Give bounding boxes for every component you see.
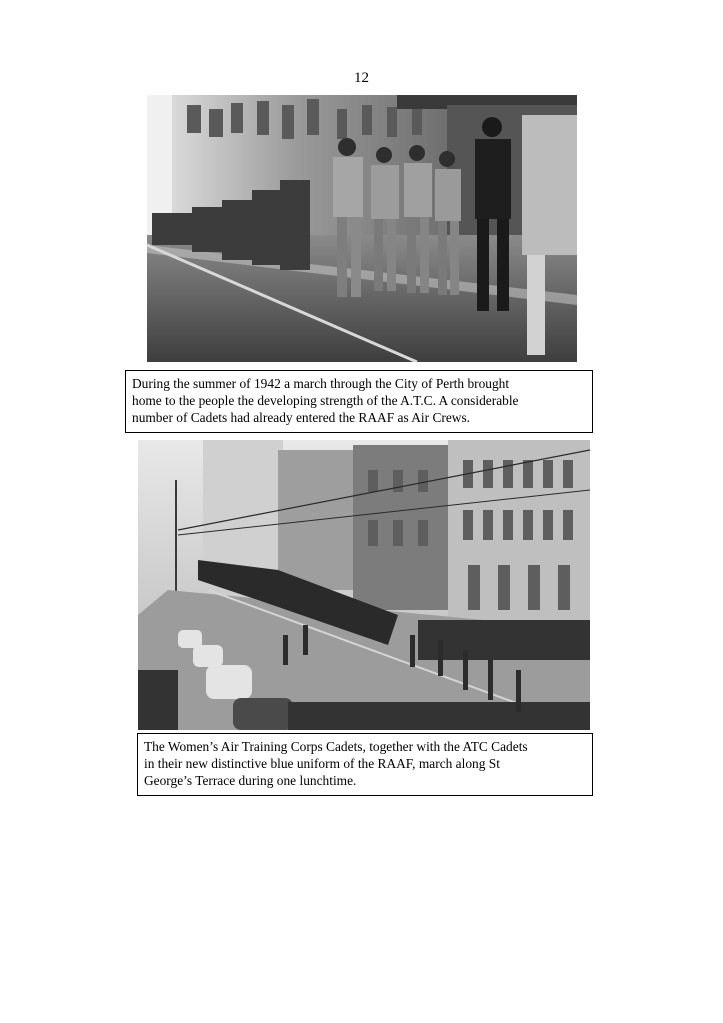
caption-perth-march <box>125 370 593 433</box>
caption-line: George’s Terrace during one lunchtime. <box>144 773 357 788</box>
page-number: 12 <box>354 70 369 86</box>
caption-terrace-parade <box>137 733 593 796</box>
photo-cadets-marching-image <box>147 95 577 362</box>
caption-line: During the summer of 1942 a march through the City of Perth brought <box>132 376 510 391</box>
photo-terrace-parade-image <box>138 440 590 730</box>
caption-line: The Women’s Air Training Corps Cadets, together with the ATC Cadets <box>144 739 528 754</box>
caption-line: number of Cadets had already entered the RAAF as Air Crews. <box>132 410 471 425</box>
caption-line: home to the people the developing strength of the A.T.C. A considerable <box>132 393 519 408</box>
photo-cadets-marching <box>147 95 577 362</box>
caption-line: in their new distinctive blue uniform of the RAAF, march along St <box>144 756 500 771</box>
photo-terrace-parade <box>138 440 590 730</box>
